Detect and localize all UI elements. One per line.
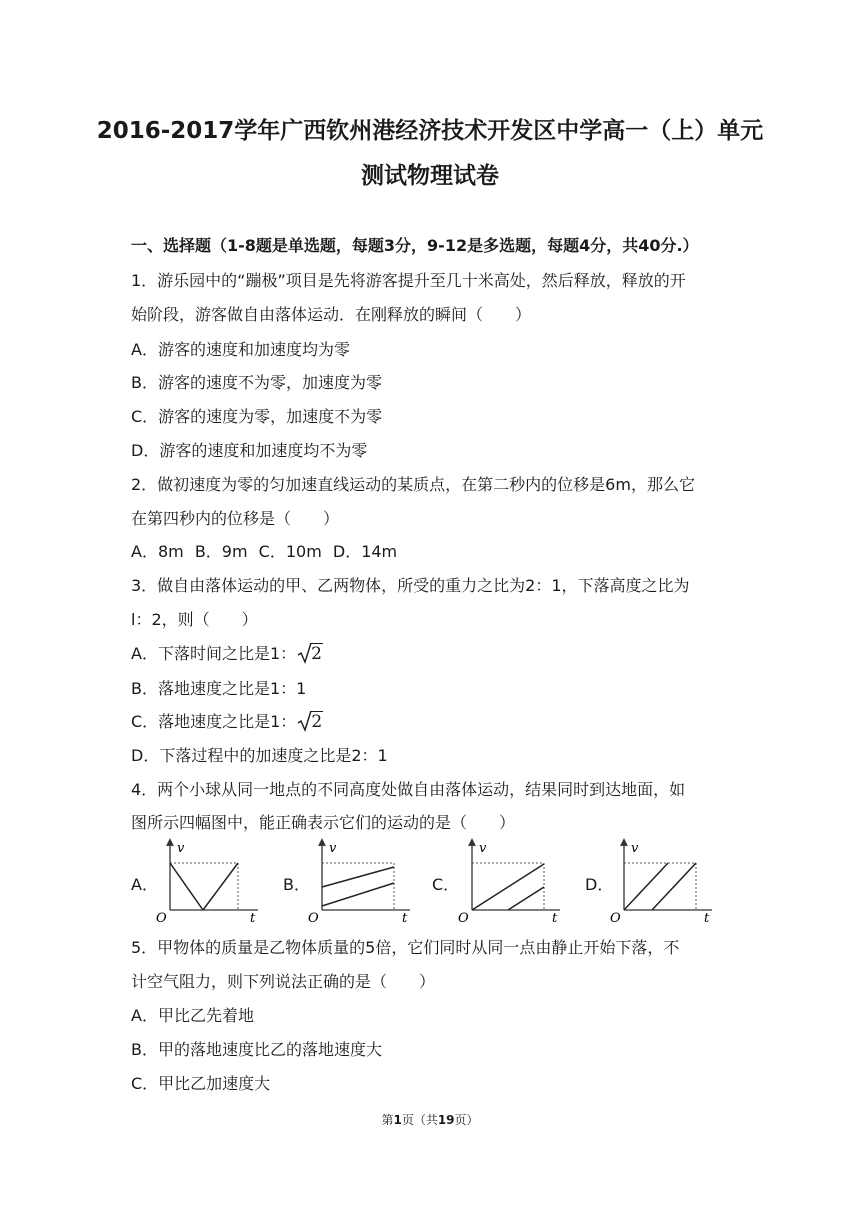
question-5-option-c: C．甲比乙加速度大 (131, 1074, 271, 1093)
graph-line (322, 883, 394, 906)
graph-line (170, 863, 203, 910)
question-3-line-2: l：2，则（ ） (131, 610, 258, 629)
question-3-line-1: 3．做自由落体运动的甲、乙两物体，所受的重力之比为2：1，下落高度之比为 (131, 576, 690, 595)
graph-label-d: D． (585, 875, 614, 894)
question-1-line-2: 始阶段，游客做自由落体运动．在刚释放的瞬间（ ） (131, 305, 532, 324)
graph-line (472, 864, 544, 910)
question-3-option-c-text: C．落地速度之比是1： (131, 712, 297, 731)
sqrt-symbol (298, 644, 323, 664)
graph-line (508, 887, 544, 910)
axis-v-label: v (631, 841, 639, 856)
vt-graph-c (452, 838, 564, 924)
vt-graph-a (150, 838, 262, 924)
question-2-option-b: B．9m (194, 542, 248, 561)
question-4-line-1: 4．两个小球从同一地点的不同高度处做自由落体运动，结果同时到达地面，如 (131, 780, 686, 799)
graph-line (203, 863, 238, 910)
question-4-line-2: 图所示四幅图中，能正确表示它们的运动的是（ ） (131, 813, 516, 832)
question-5-line-1: 5．甲物体的质量是乙物体质量的5倍，它们同时从同一点由静止开始下落，不 (131, 938, 680, 957)
origin-label: O (308, 911, 319, 924)
question-5-line-2: 计空气阻力，则下列说法正确的是（ ） (131, 972, 436, 991)
footer-post: 页） (454, 1113, 479, 1127)
radicand: 2 (311, 644, 322, 664)
page-footer (0, 1111, 860, 1128)
question-1-option-a: A．游客的速度和加速度均为零 (131, 340, 350, 359)
graph-label-b: B． (283, 875, 310, 894)
question-5-option-a: A．甲比乙先着地 (131, 1006, 254, 1025)
radicand: 2 (311, 712, 323, 732)
question-3-option-c (131, 709, 323, 732)
footer-total-pages: 19 (437, 1113, 455, 1127)
question-2-line-1: 2．做初速度为零的匀加速直线运动的某质点，在第二秒内的位移是6m，那么它 (131, 475, 695, 494)
graph-line (322, 867, 394, 887)
question-1-line-1: 1．游乐园中的“蹦极”项目是先将游客提升至几十米高处，然后释放，释放的开 (131, 271, 686, 290)
section-heading: 一、选择题（1-8题是单选题，每题3分，9-12是多选题，每题4分，共40分.） (131, 236, 699, 255)
origin-label: O (458, 911, 469, 924)
question-5-option-b: B．甲的落地速度比乙的落地速度大 (131, 1040, 382, 1059)
axis-t-label: t (250, 911, 256, 924)
question-2-option-d: D．14m (332, 542, 398, 561)
question-3-option-b: B．落地速度之比是1：1 (131, 679, 307, 698)
question-1-option-c: C．游客的速度为零，加速度不为零 (131, 407, 383, 426)
question-1-option-d: D．游客的速度和加速度均不为零 (131, 441, 368, 460)
exam-title-line-2: 测试物理试卷 (361, 163, 499, 189)
axis-t-label: t (552, 911, 558, 924)
sqrt-symbol (298, 712, 323, 732)
footer-mid: 页（共 (401, 1113, 438, 1127)
exam-title-line-1: 2016-2017学年广西钦州港经济技术开发区中学高一（上）单元 (96, 118, 764, 144)
origin-label: O (156, 911, 167, 924)
axis-v-label: v (479, 841, 487, 856)
origin-label: O (610, 911, 621, 924)
question-2-options (131, 539, 403, 562)
vt-graph-d (604, 838, 716, 924)
question-3-option-a-text: A．下落时间之比是1： (131, 644, 297, 663)
graph-label-a: A． (131, 875, 158, 894)
footer-pre: 第 (381, 1113, 394, 1127)
question-2-option-c: C．10m (258, 542, 322, 561)
axis-v-label: v (329, 841, 337, 856)
axis-t-label: t (402, 911, 408, 924)
axis-t-label: t (704, 911, 710, 924)
question-2-line-2: 在第四秒内的位移是（ ） (131, 509, 340, 528)
graph-line (652, 863, 696, 910)
graph-label-c: C． (432, 875, 460, 894)
question-2-option-a: A．8m (131, 542, 184, 561)
footer-page-number: 1 (393, 1113, 402, 1127)
graph-line (624, 863, 668, 910)
question-3-option-d: D．下落过程中的加速度之比是2：1 (131, 746, 388, 765)
question-3-option-a (131, 641, 323, 664)
question-1-option-b: B．游客的速度不为零，加速度为零 (131, 373, 382, 392)
vt-graph-b (302, 838, 414, 924)
axis-v-label: v (177, 841, 185, 856)
